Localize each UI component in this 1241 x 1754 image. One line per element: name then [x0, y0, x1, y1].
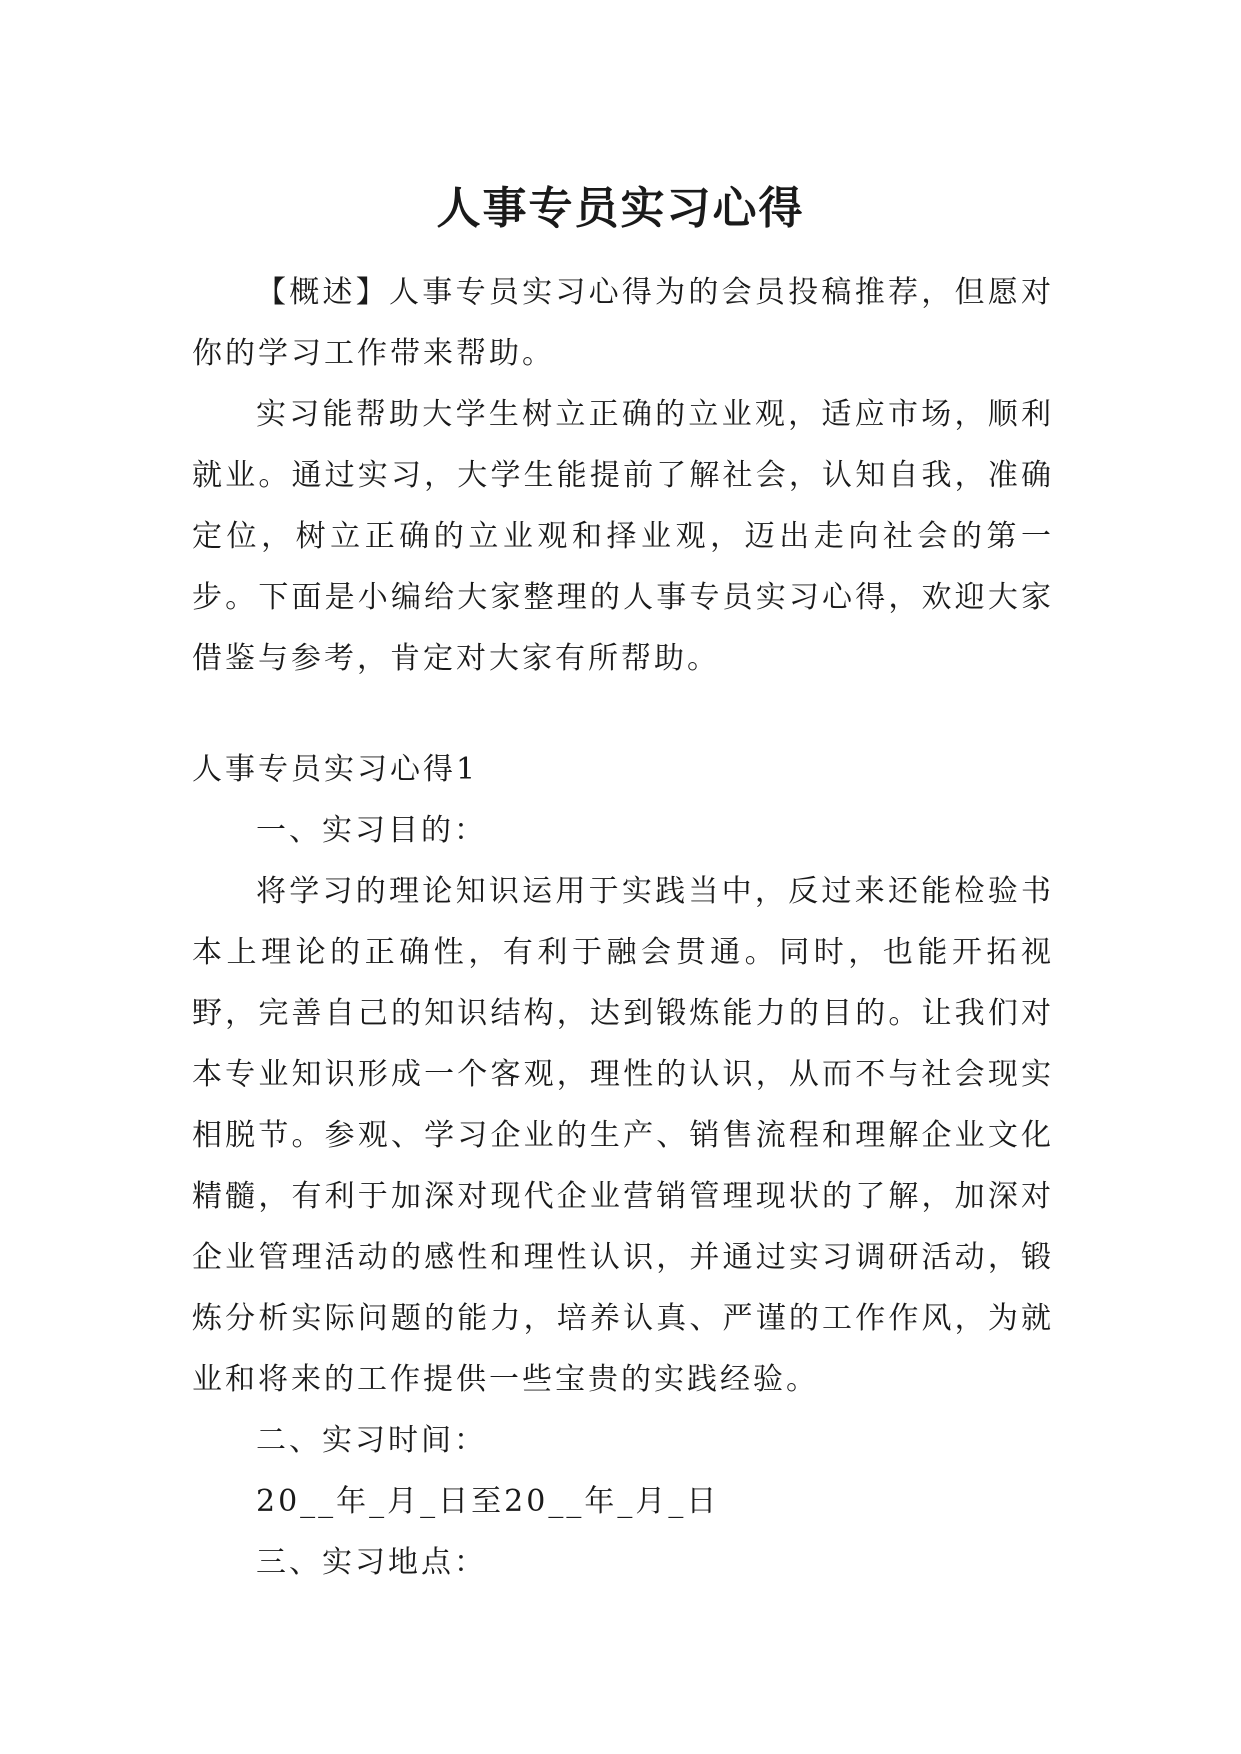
preface-paragraph: 实习能帮助大学生树立正确的立业观，适应市场，顺利就业。通过实习，大学生能提前了解社会，认知自我，准确定位，树立正确的立业观和择业观，迈出走向社会的第一步。下面是小编给大家整理的人事专员实习心得，欢迎大家借鉴与参考，肯定对大家有所帮助。 [192, 397, 1054, 676]
place-heading: 三、实习地点： [256, 1545, 487, 1580]
time-paragraph: 20__年_月_日至20__年_月_日 [256, 1484, 720, 1519]
purpose-paragraph: 将学习的理论知识运用于实践当中，反过来还能检验书本上理论的正确性，有利于融会贯通。同时，也能开拓视野，完善自己的知识结构，达到锻炼能力的目的。让我们对本专业知识形成一个客观，理性的认识，从而不与社会现实相脱节。参观、学习企业的生产、销售流程和理解企业文化精髓，有利于加深对现代企业营销管理现状的了解，加深对企业管理活动的感性和理性认识，并通过实习调研活动，锻炼分析实际问题的能力，培养认真、严谨的工作作风，为就业和将来的工作提供一些宝贵的实践经验。 [192, 874, 1054, 1397]
document-title: 人事专员实习心得 [436, 183, 805, 235]
section-heading: 人事专员实习心得1 [192, 752, 479, 787]
intro-paragraph: 【概述】人事专员实习心得为的会员投稿推荐，但愿对你的学习工作带来帮助。 [192, 275, 1054, 371]
document-body [192, 262, 1054, 1593]
time-heading: 二、实习时间： [256, 1423, 487, 1458]
section-spacer [192, 689, 1054, 739]
purpose-heading: 一、实习目的： [256, 813, 487, 848]
